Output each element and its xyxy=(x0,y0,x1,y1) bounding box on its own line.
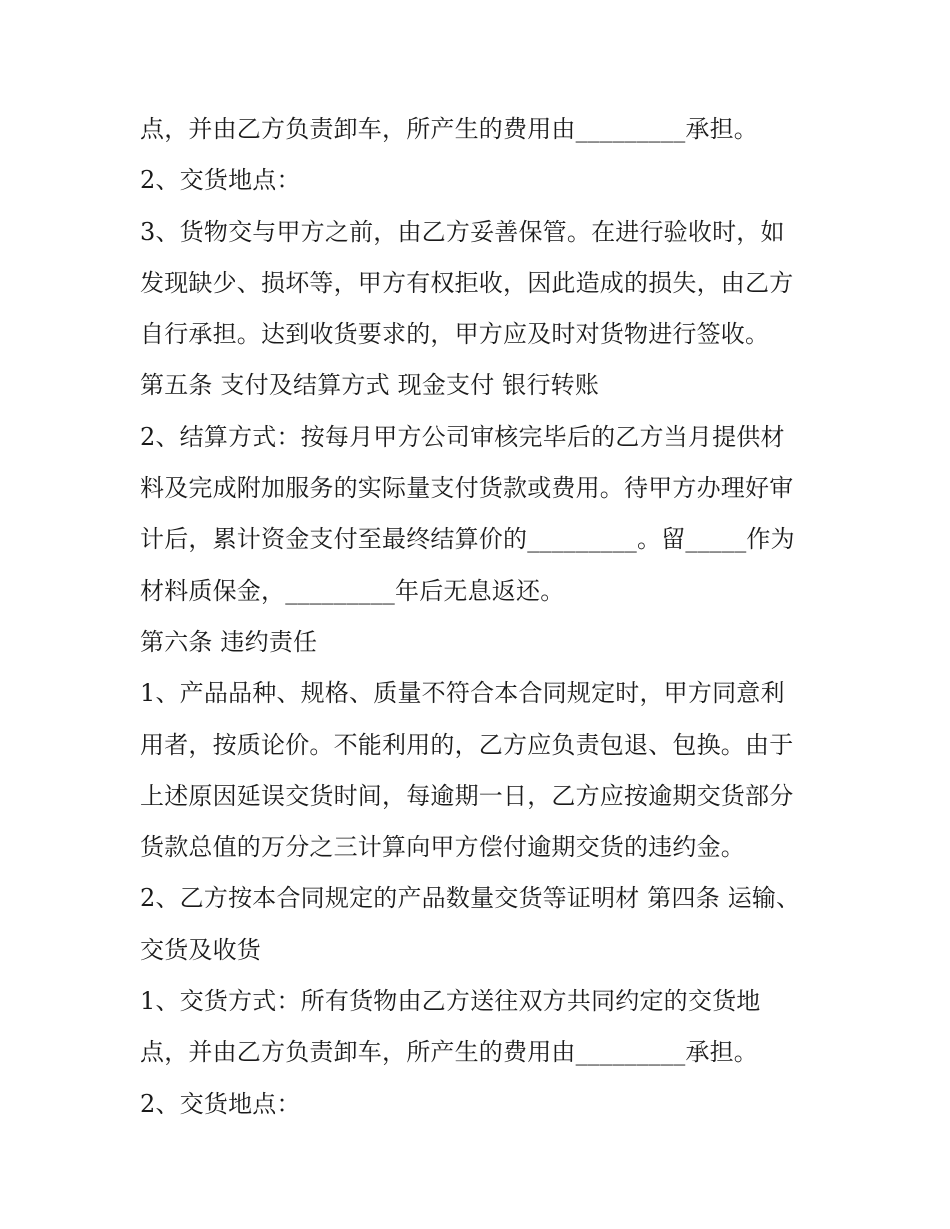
text-line: 点，并由乙方负责卸车，所产生的费用由_________承担。 xyxy=(140,1038,758,1067)
text-line: 用者，按质论价。不能利用的，乙方应负责包退、包换。由于 xyxy=(140,730,794,759)
text-line: 2、交货地点： xyxy=(140,1089,301,1118)
document-body xyxy=(140,104,830,1130)
text-line: 材料质保金，_________年后无息返还。 xyxy=(140,576,565,605)
text-line: 计后，累计资金支付至最终结算价的_________。留_____作为 xyxy=(140,525,795,554)
text-line: 2、交货地点： xyxy=(140,166,301,195)
section-heading: 第五条 支付及结算方式 现金支付 银行转账 xyxy=(140,371,600,400)
text-line: 自行承担。达到收货要求的，甲方应及时对货物进行签收。 xyxy=(140,320,770,349)
text-line: 料及完成附加服务的实际量支付货款或费用。待甲方办理好审 xyxy=(140,474,794,503)
text-line: 交货及收货 xyxy=(140,935,261,964)
text-line: 1、交货方式：所有货物由乙方送往双方共同约定的交货地 xyxy=(140,987,761,1016)
text-line: 2、结算方式：按每月甲方公司审核完毕后的乙方当月提供材 xyxy=(140,422,785,451)
text-line: 点，并由乙方负责卸车，所产生的费用由_________承担。 xyxy=(140,115,758,143)
text-line: 货款总值的万分之三计算向甲方偿付逾期交货的违约金。 xyxy=(140,833,745,862)
text-line: 发现缺少、损坏等，甲方有权拒收，因此造成的损失，由乙方 xyxy=(140,268,794,297)
text-line: 3、货物交与甲方之前，由乙方妥善保管。在进行验收时，如 xyxy=(140,217,785,246)
text-line: 2、乙方按本合同规定的产品数量交货等证明材 第四条 运输、 xyxy=(140,884,801,913)
text-line: 1、产品品种、规格、质量不符合本合同规定时，甲方同意利 xyxy=(140,679,785,708)
text-line: 上述原因延误交货时间，每逾期一日，乙方应按逾期交货部分 xyxy=(140,781,794,810)
section-heading: 第六条 违约责任 xyxy=(140,627,318,656)
